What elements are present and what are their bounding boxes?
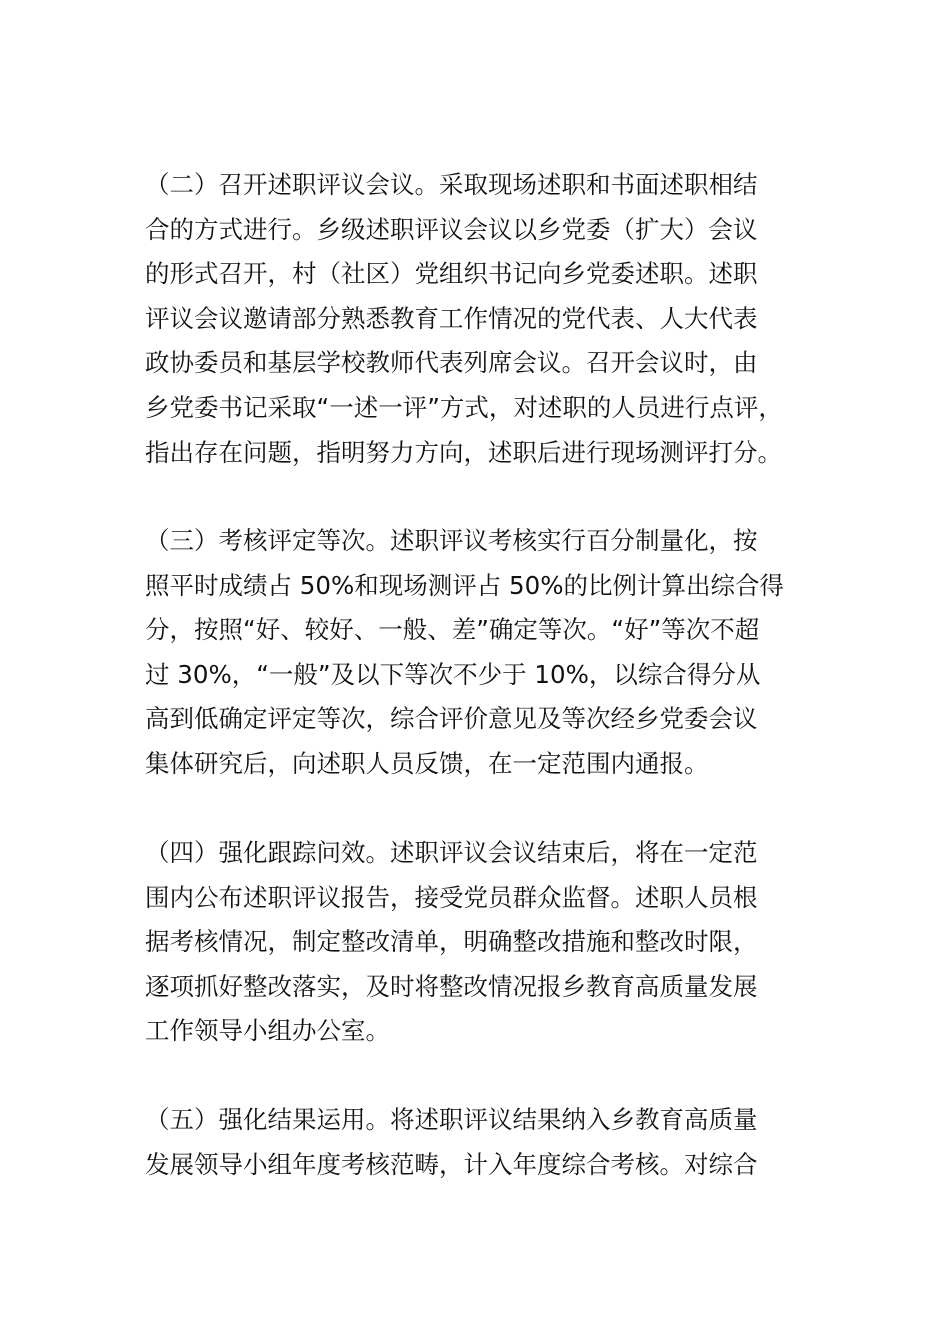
paragraph-result-application — [145, 1098, 815, 1187]
text-line: （四）强化跟踪问效。述职评议会议结束后，将在一定范 — [145, 838, 758, 867]
text-line: （三）考核评定等次。述职评议考核实行百分制量化，按 — [145, 526, 758, 555]
text-line: 合的方式进行。乡级述职评议会议以乡党委（扩大）会议 — [145, 214, 758, 244]
text-line: （五）强化结果运用。将述职评议结果纳入乡教育高质量 — [145, 1105, 758, 1134]
text-line: 逐项抓好整改落实，及时将整改情况报乡教育高质量发展 — [145, 971, 758, 1001]
text-line: 过 30%，“一般”及以下等次不少于 10%，以综合得分从 — [145, 659, 761, 689]
text-line: 乡党委书记采取“一述一评”方式，对述职的人员进行点评， — [145, 392, 783, 422]
text-line: 政协委员和基层学校教师代表列席会议。召开会议时，由 — [145, 348, 758, 378]
text-line: 分，按照“好、较好、一般、差”确定等次。“好”等次不超 — [145, 615, 760, 645]
text-line: 照平时成绩占 50%和现场测评占 50%的比例计算出综合得 — [145, 570, 784, 600]
paragraph-assessment-grading — [145, 519, 815, 787]
text-line: 评议会议邀请部分熟悉教育工作情况的党代表、人大代表 — [145, 303, 758, 333]
text-line: 集体研究后，向述职人员反馈，在一定范围内通报。 — [145, 748, 709, 778]
text-line: （二）召开述职评议会议。采取现场述职和书面述职相结 — [145, 170, 758, 199]
text-line: 据考核情况，制定整改清单，明确整改措施和整改时限， — [145, 927, 758, 957]
text-line: 工作领导小组办公室。 — [145, 1016, 390, 1046]
paragraph-follow-up-accountability — [145, 831, 815, 1054]
text-line: 发展领导小组年度考核范畴，计入年度综合考核。对综合 — [145, 1149, 758, 1179]
text-line: 的形式召开，村（社区）党组织书记向乡党委述职。述职 — [145, 259, 758, 289]
text-line: 高到低确定评定等次，综合评价意见及等次经乡党委会议 — [145, 704, 758, 734]
text-line: 围内公布述职评议报告，接受党员群众监督。述职人员根 — [145, 882, 758, 912]
paragraph-convene-review-meeting — [145, 163, 815, 475]
text-line: 指出存在问题，指明努力方向，述职后进行现场测评打分。 — [145, 437, 782, 467]
